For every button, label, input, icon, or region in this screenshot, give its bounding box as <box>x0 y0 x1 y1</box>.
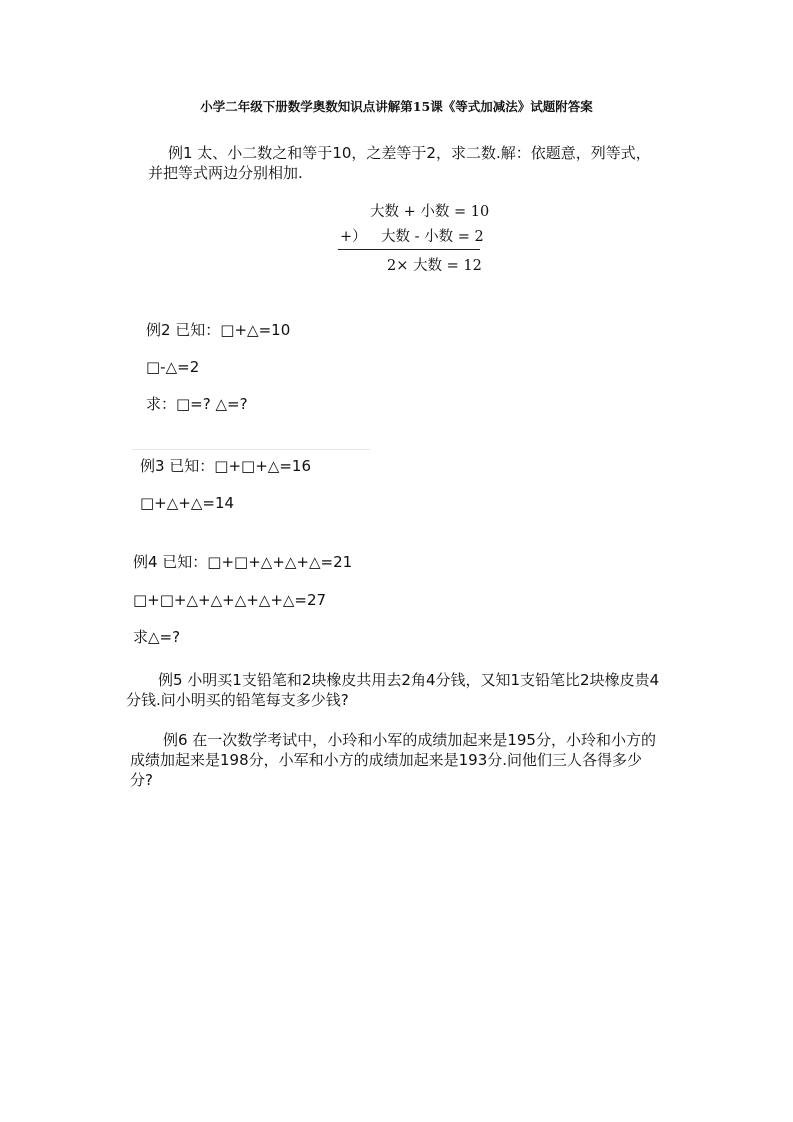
sum-rule-line <box>338 249 480 250</box>
example-6-line-2: 成绩加起来是198分，小军和小方的成绩加起来是193分.问他们三人各得多少 <box>130 751 643 769</box>
example-3-line-2: □+△+△=14 <box>140 494 235 512</box>
example-1-line-2: 并把等式两边分别相加. <box>148 164 303 182</box>
example-2-line-3: 求：□=? △=? <box>146 395 248 413</box>
example-4-line-2: □+□+△+△+△+△+△=27 <box>133 591 327 609</box>
example-5-line-1: 例5 小明买1支铅笔和2块橡皮共用去2角4分钱，又知1支铅笔比2块橡皮贵4 <box>158 671 660 689</box>
example-4-line-1: 例4 已知：□+□+△+△+△=21 <box>133 553 353 571</box>
example-6-line-1: 例6 在一次数学考试中，小玲和小军的成绩加起来是195分，小玲和小方的 <box>163 731 656 749</box>
example-6-line-3: 分? <box>130 771 153 789</box>
plus-sign: +） <box>340 229 367 245</box>
example-5-line-2: 分钱.问小明买的铅笔每支多少钱? <box>126 691 349 709</box>
example-3-line-1: 例3 已知：□+□+△=16 <box>140 457 311 475</box>
example-1-line-1: 例1 太、小二数之和等于10，之差等于2，求二数.解：依题意，列等式， <box>168 144 651 162</box>
page-title: 小学二年级下册数学奥数知识点讲解第15课《等式加减法》试题附答案 <box>200 99 593 114</box>
equation-sum: 大数 + 小数 = 10 <box>370 204 490 220</box>
example-4-line-3: 求△=? <box>133 628 181 646</box>
equation-difference: 大数 - 小数 = 2 <box>381 229 484 245</box>
equation-result: 2× 大数 = 12 <box>387 258 482 274</box>
example-2-line-1: 例2 已知：□+△=10 <box>146 321 291 339</box>
divider <box>132 449 370 450</box>
example-2-line-2: □-△=2 <box>146 358 200 376</box>
